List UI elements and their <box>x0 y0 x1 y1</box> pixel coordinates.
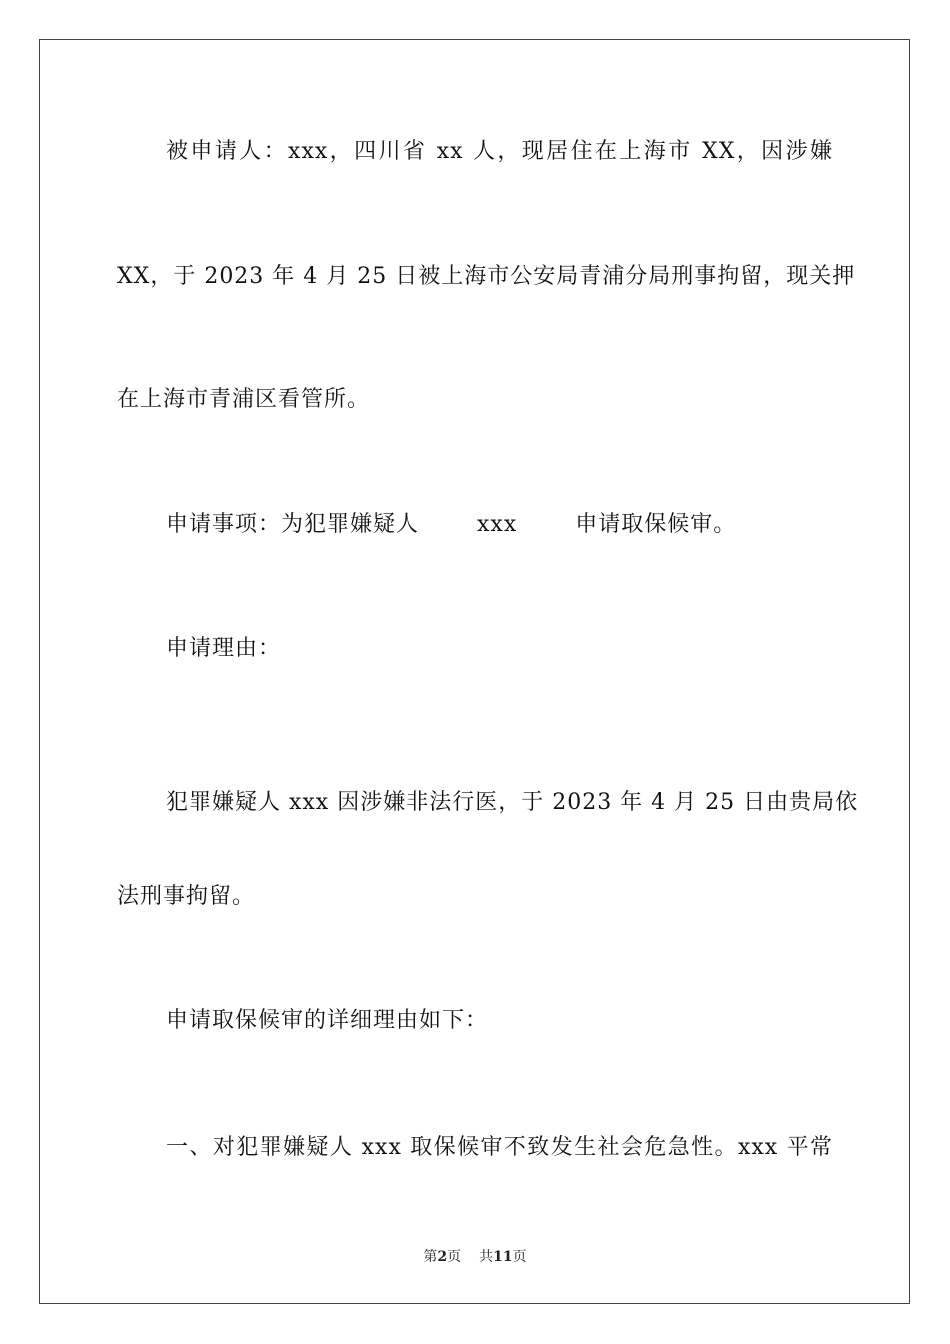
application-item-line <box>166 510 833 540</box>
paragraph-line-1: 被申请人：xxx，四川省 xx 人，现居住在上海市 XX，因涉嫌 <box>166 139 833 164</box>
footer-total-prefix: 共 <box>479 1249 494 1265</box>
footer-total-pages: 11 <box>493 1249 513 1265</box>
application-item-suffix: 申请取保候审。 <box>575 512 737 537</box>
paragraph-line-6: 法刑事拘留。 <box>117 884 256 909</box>
paragraph-line-4: 申请理由： <box>166 636 282 661</box>
paragraph-line-8: 一、对犯罪嫌疑人 xxx 取保候审不致发生社会危急性。xxx 平常 <box>166 1135 833 1160</box>
application-item-prefix: 申请事项：为犯罪嫌疑人 <box>166 512 420 537</box>
paragraph-line-3: 在上海市青浦区看管所。 <box>117 387 371 412</box>
application-item-name: xxx <box>477 512 518 537</box>
footer-page-prefix: 第 <box>423 1249 438 1265</box>
footer-page-number: 2 <box>437 1249 448 1265</box>
paragraph-line-5: 犯罪嫌疑人 xxx 因涉嫌非法行医，于 2023 年 4 月 25 日由贵局依 <box>166 790 859 815</box>
footer-total-unit: 页 <box>512 1249 527 1265</box>
page-border <box>39 39 910 1304</box>
paragraph-line-2: XX，于 2023 年 4 月 25 日被上海市公安局青浦分局刑事拘留，现关押 <box>117 264 856 289</box>
page-footer <box>0 1247 950 1267</box>
footer-page-unit: 页 <box>447 1249 462 1265</box>
paragraph-line-7: 申请取保候审的详细理由如下： <box>166 1008 489 1033</box>
